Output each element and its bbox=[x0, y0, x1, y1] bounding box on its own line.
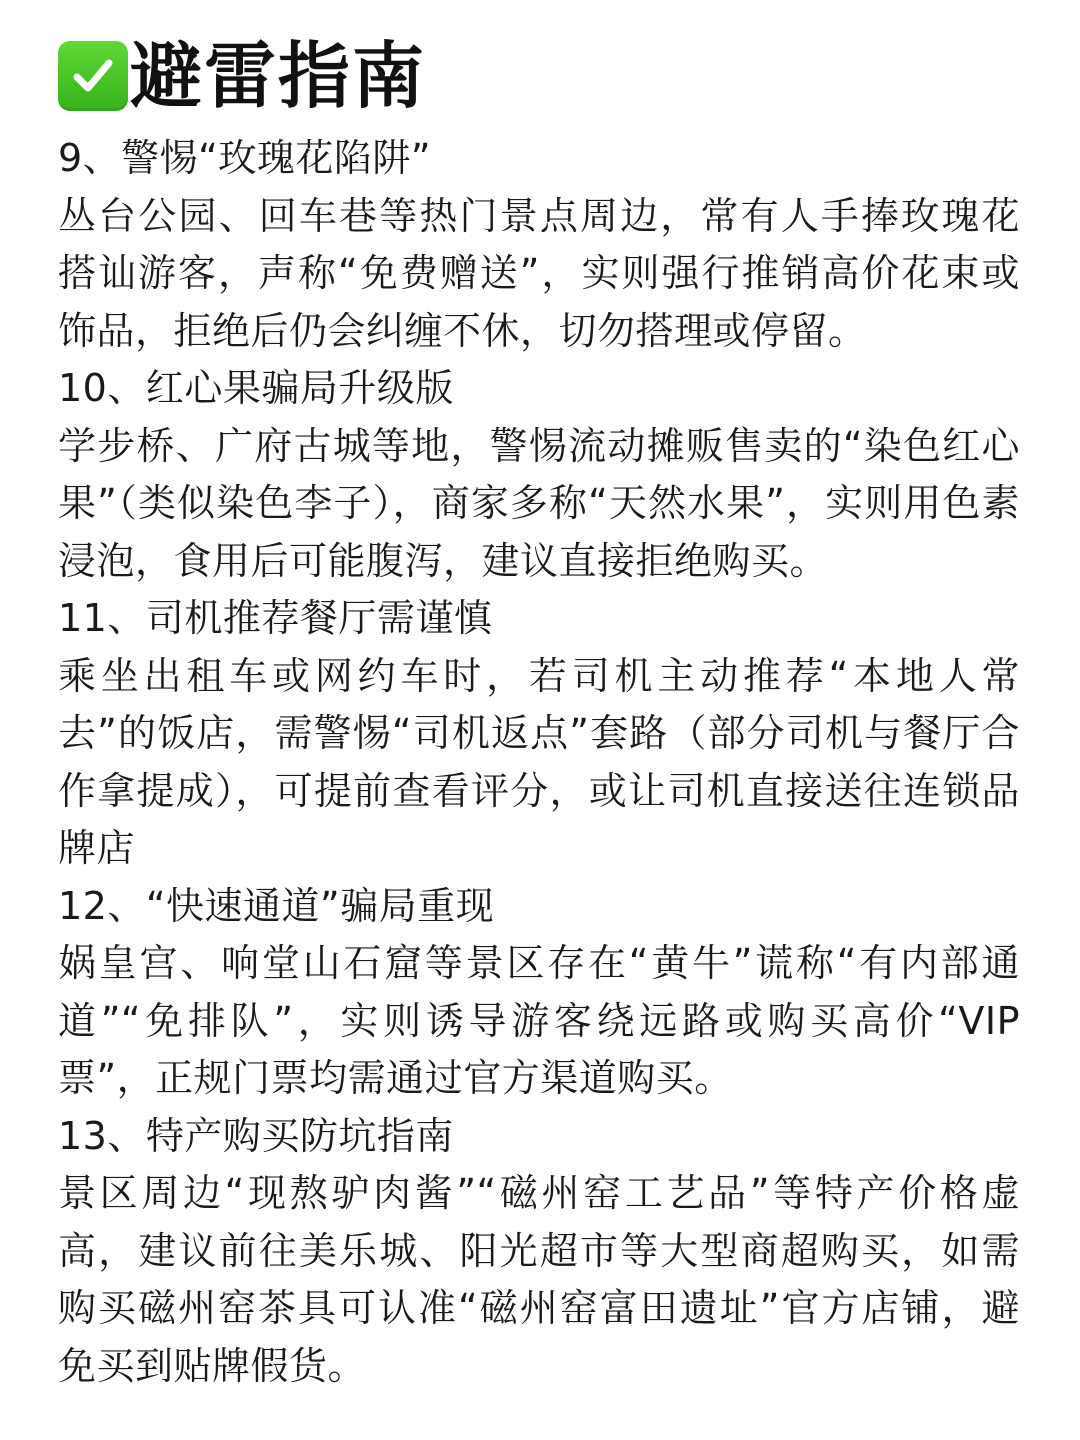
page-title: 避雷指南 bbox=[130, 34, 427, 118]
section-heading: 12、“快速通道”骗局重现 bbox=[58, 883, 495, 928]
section-11 bbox=[58, 590, 1020, 878]
section-body: 丛台公园、回车巷等热门景点周边，常有人手捧玫瑰花搭讪游客，声称“免费赠送”，实则强行推销高价花束或饰品，拒绝后仍会纠缠不休，切勿搭理或停留。 bbox=[58, 193, 1020, 353]
section-heading: 10、红心果骗局升级版 bbox=[58, 366, 454, 410]
section-10 bbox=[58, 360, 1020, 590]
section-heading: 9、警惕“玫瑰花陷阱” bbox=[58, 136, 432, 180]
section-13 bbox=[58, 1108, 1020, 1396]
section-body: 乘坐出租车或网约车时，若司机主动推荐“本地人常去”的饭店，需警惕“司机返点”套路（部分司机与餐厅合作拿提成），可提前查看评分，或让司机直接送往连锁品牌店 bbox=[58, 653, 1020, 870]
content bbox=[58, 130, 1020, 1395]
header bbox=[58, 30, 1020, 122]
section-body: 学步桥、广府古城等地，警惕流动摊贩售卖的“染色红心果”（类似染色李子），商家多称“天然水果”，实则用色素浸泡，食用后可能腹泻，建议直接拒绝购买。 bbox=[58, 423, 1020, 583]
section-9 bbox=[58, 130, 1020, 360]
section-body: 娲皇宫、响堂山石窟等景区存在“黄牛”谎称“有内部通道”“免排队”，实则诱导游客绕远路或购买高价“VIP票”，正规门票均需通过官方渠道购买。 bbox=[58, 941, 1020, 1100]
section-12 bbox=[58, 878, 1020, 1108]
section-body: 景区周边“现熬驴肉酱”“磁州窑工艺品”等特产价格虚高，建议前往美乐城、阳光超市等大型商超购买，如需购买磁州窑茶具可认准“磁州窑富田遗址”官方店铺，避免买到贴牌假货。 bbox=[58, 1171, 1020, 1388]
section-heading: 11、司机推荐餐厅需谨慎 bbox=[58, 596, 493, 640]
section-heading: 13、特产购买防坑指南 bbox=[58, 1113, 454, 1158]
check-mark-icon bbox=[58, 41, 128, 111]
